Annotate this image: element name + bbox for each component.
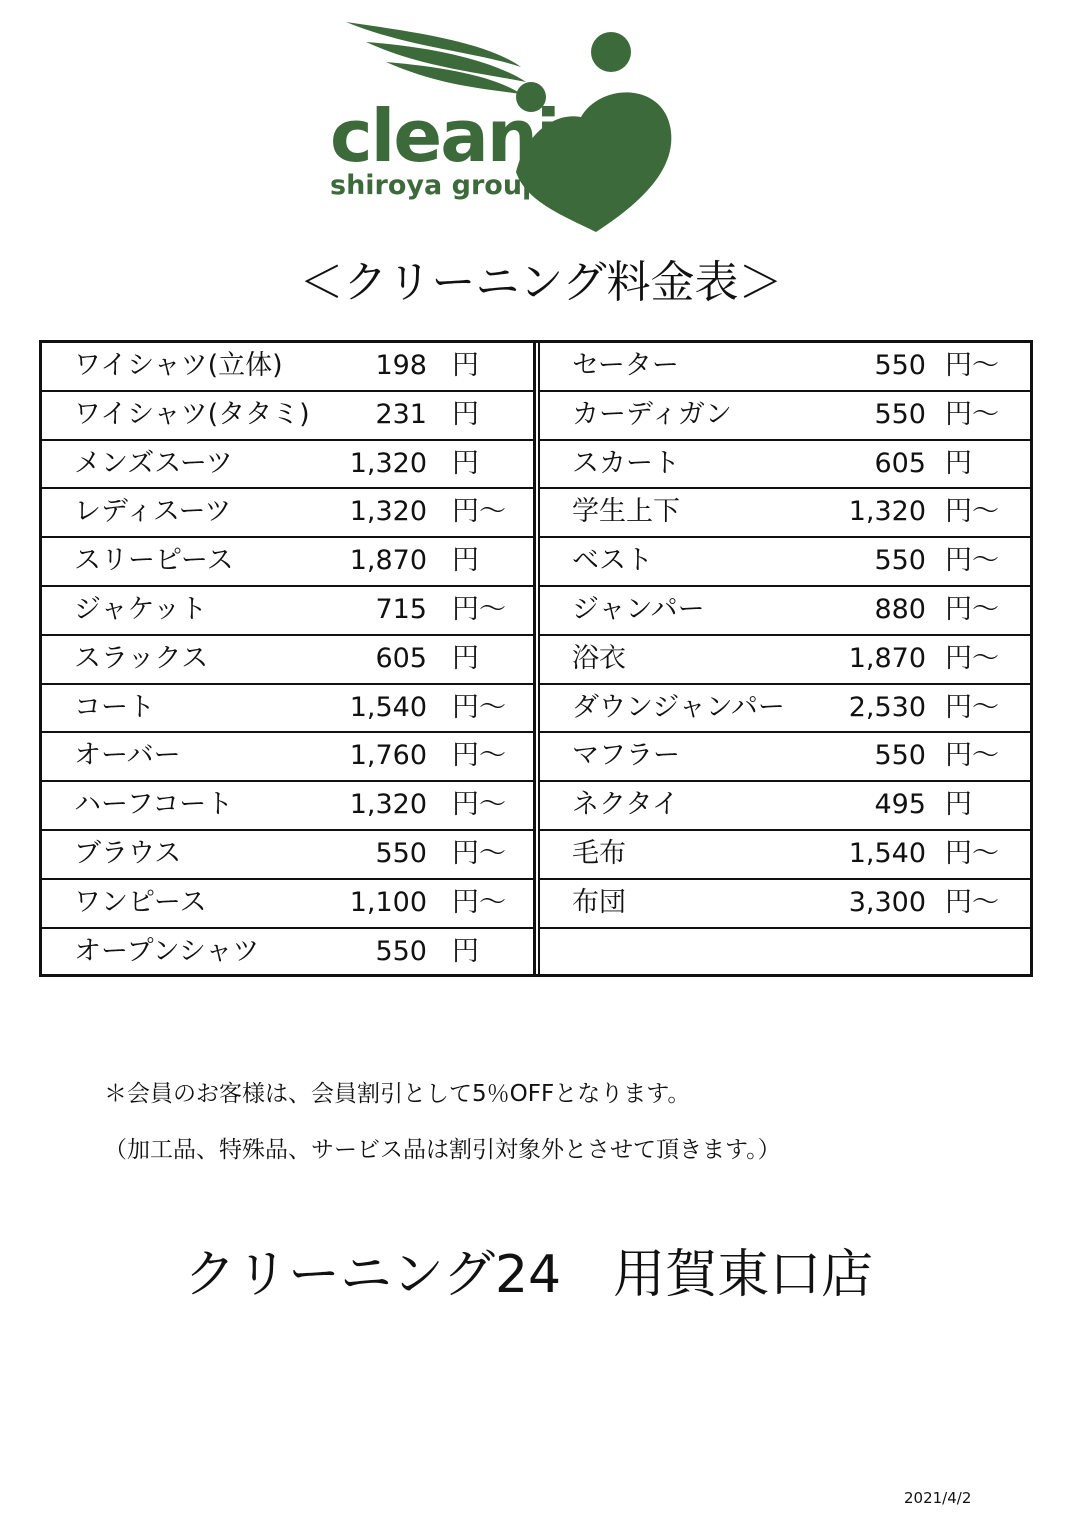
currency-unit: 円～ [945,593,999,625]
item-name: 学生上下 [572,496,680,528]
currency-unit: 円～ [945,398,999,430]
item-name: ブラウス [74,837,182,869]
currency-unit: 円～ [452,789,506,821]
item-price: 1,320 [349,496,427,528]
price-row [540,880,1030,929]
price-row [540,489,1030,538]
item-name: 毛布 [572,837,626,869]
item-name: メンズスーツ [74,447,233,479]
price-row [42,782,533,831]
currency-unit: 円 [452,935,479,967]
item-price: 1,320 [349,447,427,479]
item-price: 1,540 [349,691,427,723]
item-price: 550 [874,398,926,430]
price-row [540,538,1030,587]
currency-unit: 円～ [945,496,999,528]
item-price: 550 [874,740,926,772]
item-price: 198 [375,350,427,381]
item-name: カーディガン [572,398,732,430]
currency-unit: 円～ [452,837,506,869]
item-name: ワンピース [74,886,207,918]
currency-unit: 円～ [452,886,506,918]
item-price: 1,870 [349,545,427,577]
item-price: 3,300 [848,886,926,918]
currency-unit: 円 [452,398,479,430]
currency-unit: 円～ [452,496,506,528]
item-name: レディスーツ [74,496,232,528]
currency-unit: 円～ [945,740,999,772]
item-name: スリーピース [74,545,234,577]
item-name: スラックス [74,642,209,674]
price-row [42,587,533,636]
item-name: ジャケット [74,593,208,625]
price-row [540,343,1030,392]
price-row [42,538,533,587]
price-row [540,733,1030,782]
price-row [42,831,533,880]
price-row [42,441,533,490]
price-table [39,340,1033,977]
price-row [42,489,533,538]
item-name: セーター [572,350,679,381]
price-row [42,685,533,734]
item-price: 1,320 [349,789,427,821]
price-row [540,831,1030,880]
item-price: 1,540 [848,837,926,869]
item-name: ダウンジャンパー [572,691,785,723]
currency-unit: 円～ [945,545,999,577]
price-row [540,929,1030,978]
item-price: 1,320 [848,496,926,528]
currency-unit: 円～ [452,593,506,625]
price-row [540,782,1030,831]
price-row [540,636,1030,685]
item-name: ネクタイ [572,789,679,821]
item-price: 605 [874,447,926,479]
price-row [42,636,533,685]
page-title: ＜クリーニング料金表＞ [299,257,783,308]
item-price: 495 [874,789,926,821]
discount-exclusion-note: （加工品、特殊品、サービス品は割引対象外とさせて頂きます。） [104,1137,781,1163]
price-row [540,685,1030,734]
price-row [42,733,533,782]
currency-unit: 円 [452,447,479,479]
item-price: 2,530 [848,691,926,723]
item-price: 550 [874,350,926,381]
item-price: 550 [375,837,427,869]
currency-unit: 円～ [945,886,999,918]
date-stamp: 2021/4/2 [904,1489,972,1507]
item-name: コート [74,691,155,723]
item-name: ワイシャツ(立体) [74,350,283,381]
price-row [42,392,533,441]
logo-subtext: shiroya group [330,170,542,201]
currency-unit: 円～ [945,837,999,869]
price-column-left [42,343,536,974]
currency-unit: 円～ [452,691,506,723]
price-row [42,929,533,978]
currency-unit: 円 [945,447,972,479]
currency-unit: 円 [945,789,972,821]
item-price: 550 [874,545,926,577]
item-price: 1,760 [349,740,427,772]
price-row [540,392,1030,441]
item-price: 880 [874,593,926,625]
item-name: 布団 [572,886,626,918]
currency-unit: 円～ [945,642,999,674]
currency-unit: 円～ [945,350,999,381]
currency-unit: 円～ [945,691,999,723]
member-discount-note: ＊会員のお客様は、会員割引として5％OFFとなります。 [104,1081,691,1107]
price-column-right [538,343,1030,974]
item-name: オープンシャツ [74,935,260,967]
item-price: 550 [375,935,427,967]
item-name: オーバー [74,740,181,772]
store-name: クリーニング24 用賀東口店 [184,1245,874,1305]
price-row [540,441,1030,490]
price-row [42,880,533,929]
currency-unit: 円 [452,545,479,577]
item-price: 1,870 [848,642,926,674]
price-row [42,343,533,392]
item-price: 1,100 [349,886,427,918]
currency-unit: 円～ [452,740,506,772]
item-price: 605 [375,642,427,674]
item-name: ベスト [572,545,653,577]
item-price: 715 [375,593,427,625]
currency-unit: 円 [452,642,479,674]
currency-unit: 円 [452,350,479,381]
item-name: ハーフコート [74,789,234,821]
item-price: 231 [375,398,427,430]
item-name: ジャンパー [572,593,705,625]
price-row [540,587,1030,636]
item-name: 浴衣 [572,642,626,674]
item-name: スカート [572,447,680,479]
logo-text: cleaning [330,94,658,178]
item-name: ワイシャツ(タタミ) [74,398,310,430]
item-name: マフラー [572,740,680,772]
